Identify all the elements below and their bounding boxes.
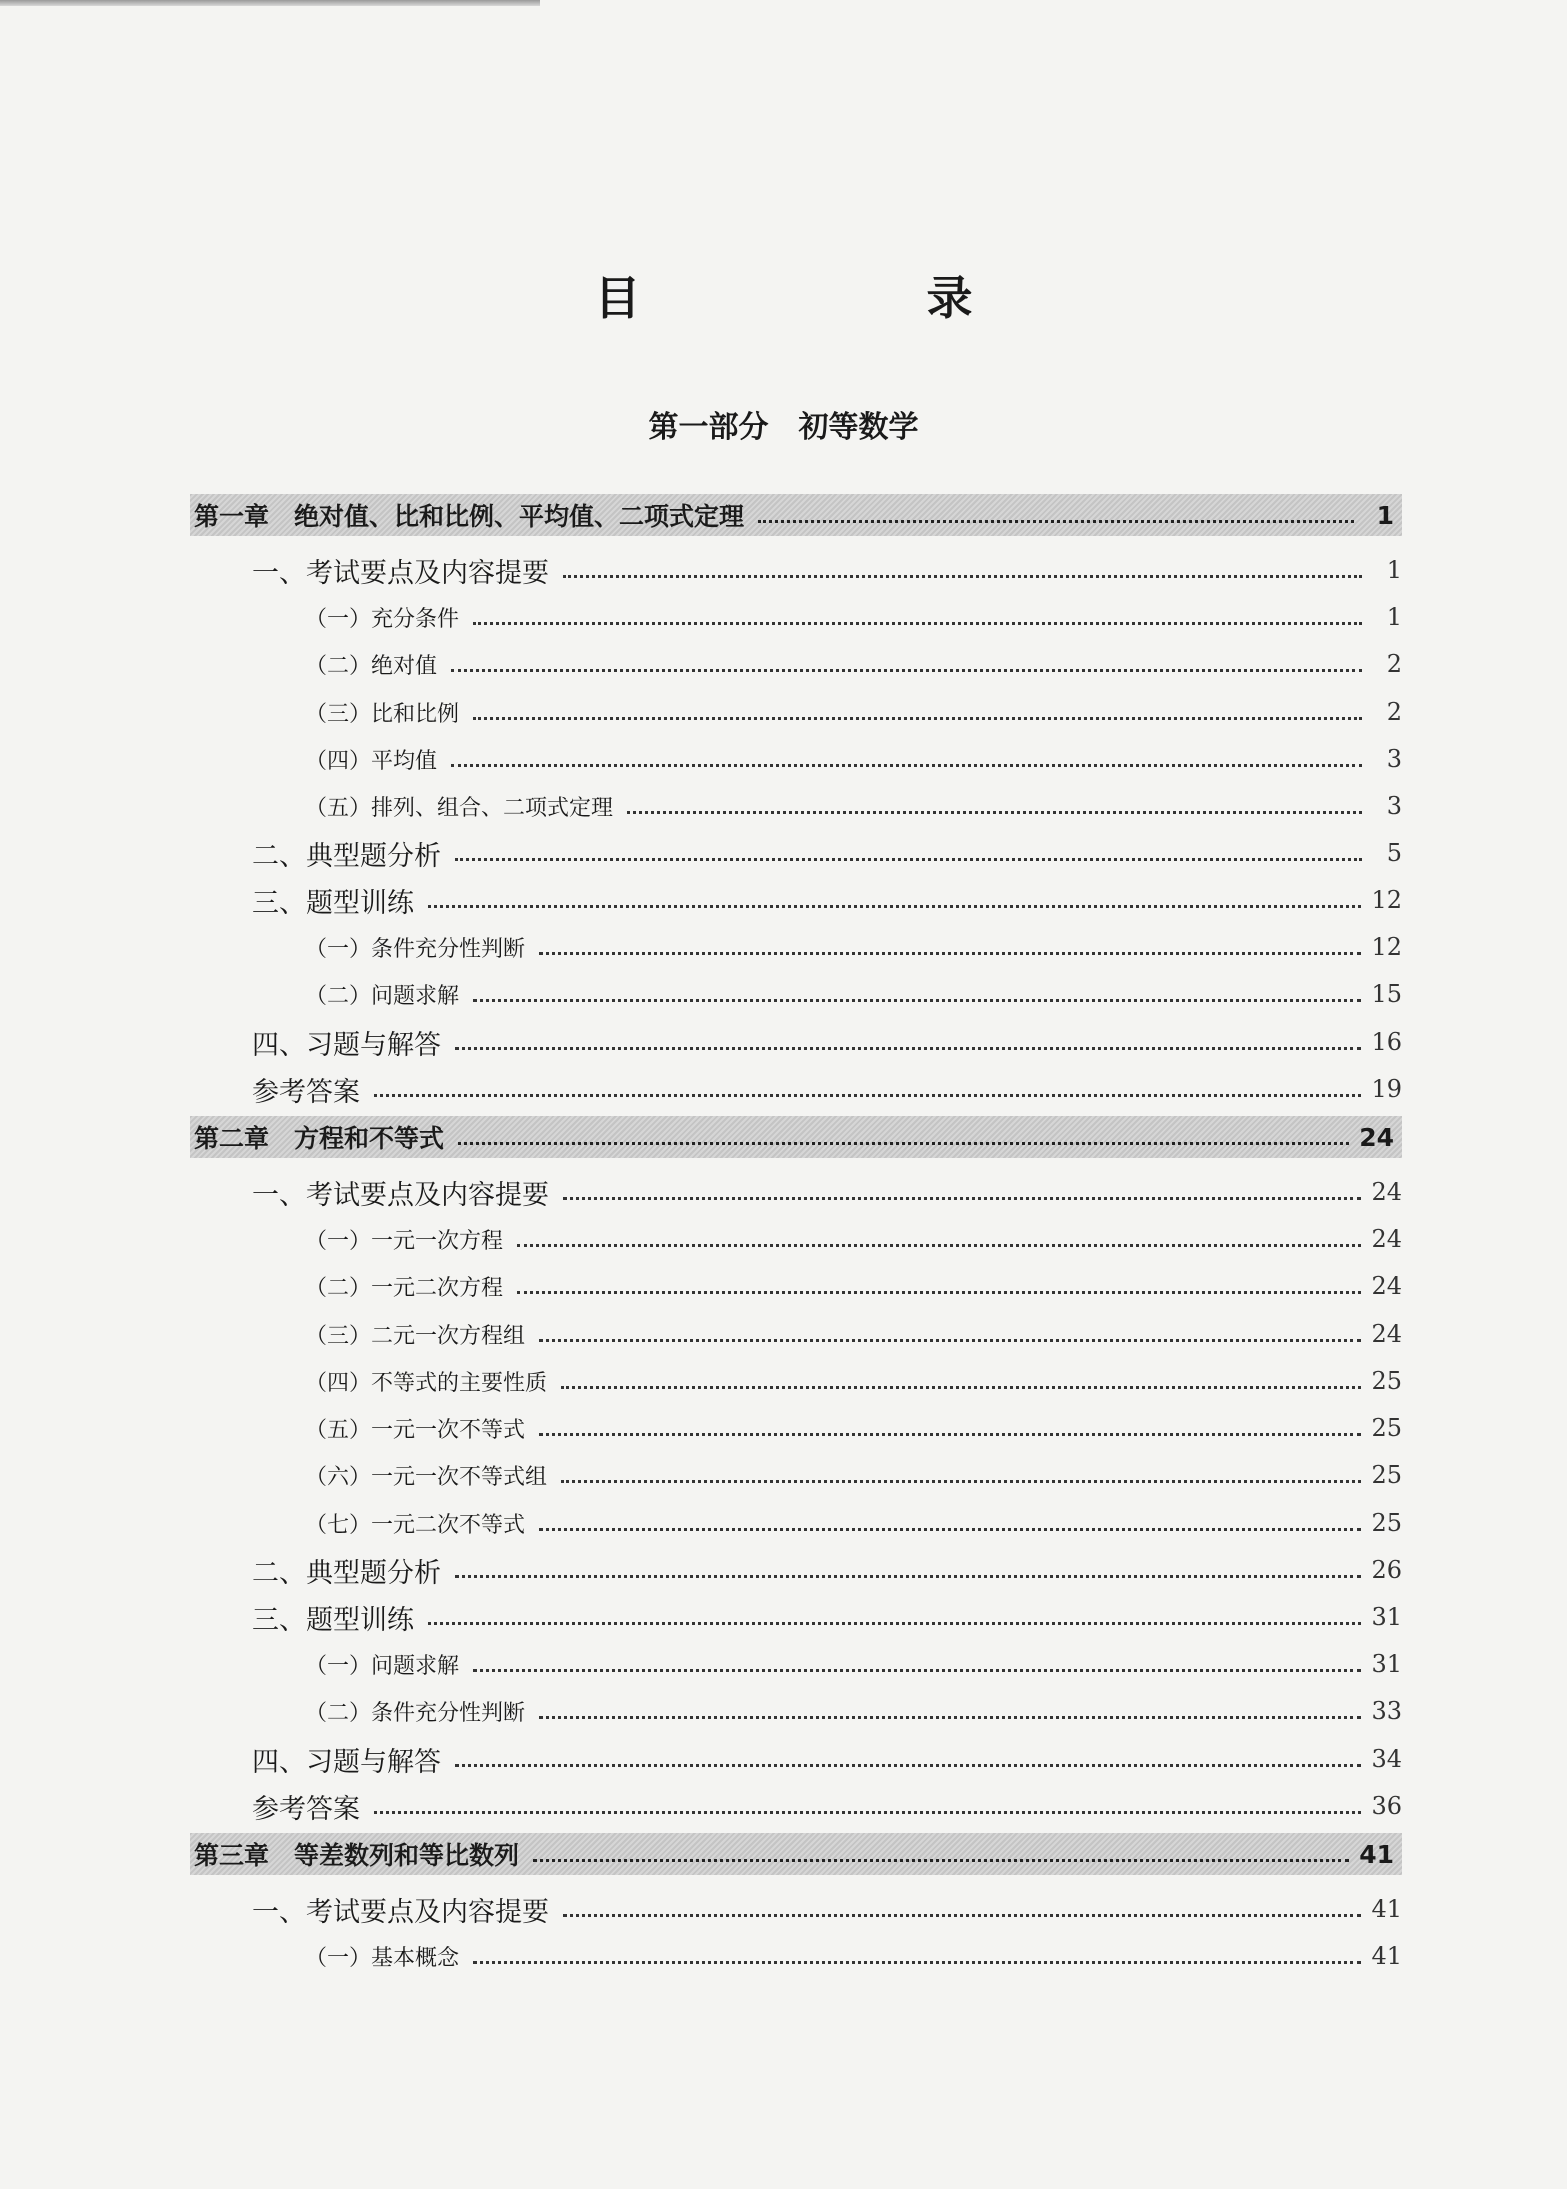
toc-sub-row[interactable]: [305, 1455, 1402, 1495]
toc-entry-page-number: 16: [1371, 1028, 1402, 1056]
toc-entry-label: 第一章 绝对值、比和比例、平均值、二项式定理: [194, 502, 745, 531]
toc-sub-row[interactable]: [305, 927, 1402, 967]
dot-leader: [561, 1386, 1361, 1389]
dot-leader: [539, 1716, 1361, 1719]
dot-leader: [451, 669, 1362, 672]
toc-entry-label: （三）二元一次方程组: [305, 1323, 526, 1349]
toc-entry-label: 二、典型题分析: [252, 1557, 441, 1589]
dot-leader: [458, 1142, 1349, 1145]
toc-entry-label: 四、习题与解答: [252, 1029, 441, 1061]
toc-entry-label: 参考答案: [252, 1076, 360, 1108]
toc-section-row[interactable]: [252, 1786, 1402, 1826]
toc-entry-page-number: 25: [1371, 1509, 1402, 1537]
toc-chapter-row[interactable]: [190, 494, 1402, 536]
dot-leader: [758, 520, 1354, 523]
dot-leader: [563, 575, 1362, 578]
toc-entry-page-number: 2: [1386, 698, 1402, 726]
dot-leader: [561, 1480, 1361, 1483]
dot-leader: [428, 905, 1361, 908]
dot-leader: [563, 1197, 1361, 1200]
toc-entry-page-number: 41: [1371, 1942, 1402, 1970]
toc-entry-label: （五）排列、组合、二项式定理: [305, 795, 614, 821]
toc-section-row[interactable]: [252, 550, 1402, 590]
dot-leader: [455, 1047, 1361, 1050]
toc-entry-page-number: 1: [1376, 500, 1394, 530]
toc-entry-page-number: 25: [1371, 1461, 1402, 1489]
dot-leader: [539, 1339, 1361, 1342]
toc-sub-row[interactable]: [305, 1408, 1402, 1448]
toc-entry-page-number: 26: [1371, 1556, 1402, 1584]
dot-leader: [374, 1811, 1361, 1814]
toc-section-row[interactable]: [252, 1739, 1402, 1779]
toc-sub-row[interactable]: [305, 1644, 1402, 1684]
dot-leader: [533, 1859, 1349, 1862]
toc-entry-page-number: 25: [1371, 1414, 1402, 1442]
toc-entry-label: 四、习题与解答: [252, 1746, 441, 1778]
toc-entry-page-number: 24: [1371, 1320, 1402, 1348]
toc-entry-page-number: 24: [1371, 1272, 1402, 1300]
toc-entry-page-number: 3: [1386, 745, 1402, 773]
dot-leader: [455, 858, 1362, 861]
part-title: 第一部分 初等数学: [648, 410, 919, 445]
toc-entry-label: （七）一元二次不等式: [305, 1512, 526, 1538]
dot-leader: [451, 764, 1362, 767]
toc-entry-label: 一、考试要点及内容提要: [252, 1896, 549, 1928]
toc-section-row[interactable]: [252, 1889, 1402, 1929]
toc-sub-row[interactable]: [305, 1691, 1402, 1731]
toc-entry-label: （四）平均值: [305, 748, 438, 774]
toc-sub-row[interactable]: [305, 692, 1402, 732]
toc-sub-row[interactable]: [305, 1314, 1402, 1354]
toc-entry-page-number: 12: [1371, 933, 1402, 961]
dot-leader: [473, 1669, 1361, 1672]
dot-leader: [563, 1914, 1361, 1917]
toc-entry-page-number: 2: [1386, 650, 1402, 678]
toc-section-row[interactable]: [252, 1172, 1402, 1212]
toc-entry-page-number: 36: [1371, 1792, 1402, 1820]
toc-section-row[interactable]: [252, 1550, 1402, 1590]
toc-entry-page-number: 19: [1371, 1075, 1402, 1103]
toc-entry-label: 参考答案: [252, 1793, 360, 1825]
toc-entry-page-number: 31: [1371, 1650, 1402, 1678]
toc-sub-row[interactable]: [305, 1936, 1402, 1976]
dot-leader: [517, 1244, 1361, 1247]
toc-entry-label: （一）充分条件: [305, 606, 460, 632]
dot-leader: [627, 811, 1362, 814]
toc-entry-label: （五）一元一次不等式: [305, 1417, 526, 1443]
toc-section-row[interactable]: [252, 1022, 1402, 1062]
toc-entry-label: 三、题型训练: [252, 1604, 414, 1636]
toc-entry-page-number: 1: [1386, 603, 1402, 631]
toc-entry-page-number: 1: [1386, 556, 1402, 584]
toc-entry-page-number: 24: [1371, 1178, 1402, 1206]
toc-sub-row[interactable]: [305, 974, 1402, 1014]
toc-sub-row[interactable]: [305, 739, 1402, 779]
toc-sub-row[interactable]: [305, 786, 1402, 826]
toc-sub-row[interactable]: [305, 1361, 1402, 1401]
toc-sub-row[interactable]: [305, 644, 1402, 684]
toc-entry-label: （一）基本概念: [305, 1945, 460, 1971]
dot-leader: [374, 1094, 1361, 1097]
toc-entry-page-number: 15: [1371, 980, 1402, 1008]
dot-leader: [539, 952, 1361, 955]
dot-leader: [428, 1622, 1361, 1625]
toc-sub-row[interactable]: [305, 1503, 1402, 1543]
toc-sub-row[interactable]: [305, 1266, 1402, 1306]
dot-leader: [473, 1961, 1361, 1964]
toc-entry-label: （六）一元一次不等式组: [305, 1464, 548, 1490]
toc-entry-label: 第二章 方程和不等式: [194, 1124, 445, 1153]
toc-entry-page-number: 34: [1371, 1745, 1402, 1773]
dot-leader: [473, 622, 1362, 625]
dot-leader: [539, 1528, 1361, 1531]
toc-section-row[interactable]: [252, 1069, 1402, 1109]
toc-entry-page-number: 41: [1359, 1839, 1394, 1869]
dot-leader: [473, 999, 1361, 1002]
toc-entry-label: （二）一元二次方程: [305, 1275, 504, 1301]
dot-leader: [455, 1575, 1361, 1578]
dot-leader: [473, 717, 1362, 720]
dot-leader: [455, 1764, 1361, 1767]
toc-entry-label: 三、题型训练: [252, 887, 414, 919]
toc-entry-label: （四）不等式的主要性质: [305, 1370, 548, 1396]
toc-entry-label: （二）条件充分性判断: [305, 1700, 526, 1726]
toc-entry-page-number: 41: [1371, 1895, 1402, 1923]
toc-entry-label: （二）问题求解: [305, 983, 460, 1009]
toc-entry-label: 一、考试要点及内容提要: [252, 557, 549, 589]
dot-leader: [517, 1291, 1361, 1294]
toc-section-row[interactable]: [252, 1597, 1402, 1637]
toc-entry-label: （三）比和比例: [305, 701, 460, 727]
toc-entry-page-number: 33: [1371, 1697, 1402, 1725]
toc-entry-label: （一）条件充分性判断: [305, 936, 526, 962]
toc-entry-page-number: 31: [1371, 1603, 1402, 1631]
toc-entry-page-number: 24: [1359, 1122, 1394, 1152]
toc-entry-label: （二）绝对值: [305, 653, 438, 679]
toc-section-row[interactable]: [252, 833, 1402, 873]
toc-chapter-row[interactable]: [190, 1116, 1402, 1158]
toc-entry-page-number: 24: [1371, 1225, 1402, 1253]
toc-entry-page-number: 12: [1371, 886, 1402, 914]
toc-section-row[interactable]: [252, 880, 1402, 920]
scan-edge: [0, 0, 540, 6]
toc-sub-row[interactable]: [305, 1219, 1402, 1259]
toc-entry-label: 一、考试要点及内容提要: [252, 1179, 549, 1211]
toc-sub-row[interactable]: [305, 597, 1402, 637]
toc-chapter-row[interactable]: [190, 1833, 1402, 1875]
page-title: 目 录: [594, 271, 1093, 325]
dot-leader: [539, 1433, 1361, 1436]
toc-entry-page-number: 25: [1371, 1367, 1402, 1395]
toc-entry-label: （一）一元一次方程: [305, 1228, 504, 1254]
toc-entry-page-number: 5: [1386, 839, 1402, 867]
toc-entry-label: （一）问题求解: [305, 1653, 460, 1679]
toc-entry-page-number: 3: [1386, 792, 1402, 820]
toc-entry-label: 二、典型题分析: [252, 840, 441, 872]
toc-entry-label: 第三章 等差数列和等比数列: [194, 1841, 520, 1870]
